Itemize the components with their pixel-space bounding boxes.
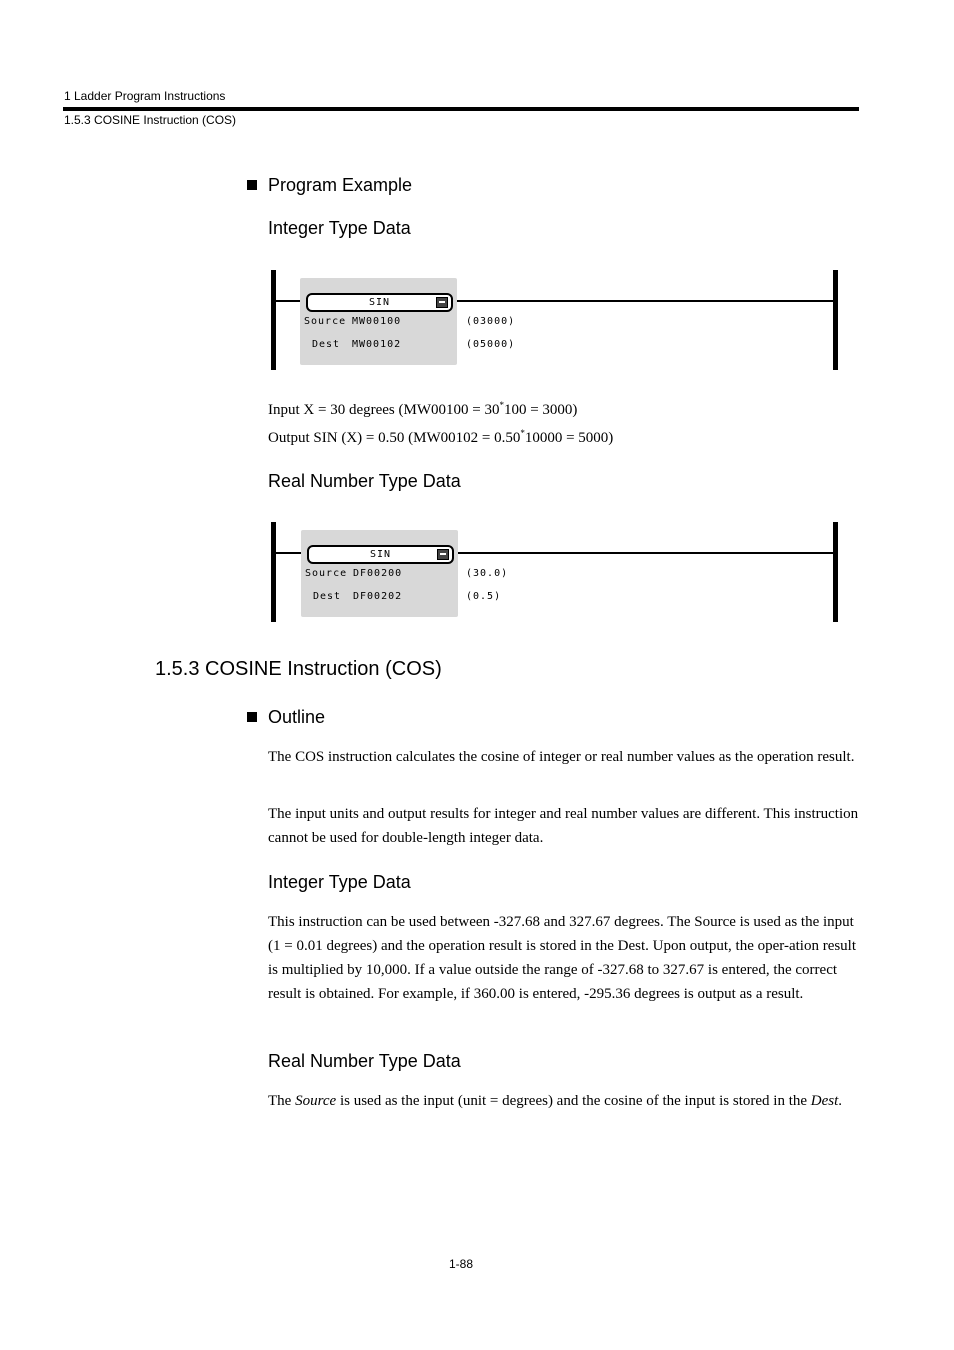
square-bullet-icon bbox=[247, 180, 257, 190]
cos-real-heading: Real Number Type Data bbox=[268, 1051, 461, 1071]
source-label: Source bbox=[304, 316, 347, 327]
real-type-heading: Real Number Type Data bbox=[268, 471, 461, 491]
source-value: (03000) bbox=[466, 316, 516, 327]
real-para-source: Source bbox=[295, 1093, 337, 1109]
opcode-label: SIN bbox=[368, 297, 391, 308]
real-para-part3: . bbox=[838, 1093, 843, 1109]
ladder-diagram-real bbox=[270, 522, 842, 626]
cos-real-paragraph bbox=[268, 1089, 860, 1113]
square-bullet-icon bbox=[247, 712, 257, 722]
block-menu-icon bbox=[436, 297, 448, 308]
program-example-heading-text: Program Example bbox=[268, 175, 413, 195]
real-para-part1: The bbox=[268, 1093, 296, 1109]
input-line-part2: 100 = 3000) bbox=[503, 402, 578, 418]
dest-label: Dest bbox=[313, 591, 342, 602]
page-number: 1-88 bbox=[449, 1257, 474, 1271]
block-menu-icon bbox=[437, 549, 449, 560]
section-title: 1.5.3 COSINE Instruction (COS) bbox=[155, 658, 442, 680]
dest-value: (05000) bbox=[466, 339, 516, 350]
right-power-rail bbox=[833, 270, 838, 370]
opcode-box bbox=[306, 293, 453, 312]
source-label: Source bbox=[305, 568, 348, 579]
running-header-chapter: 1 Ladder Program Instructions bbox=[64, 89, 226, 103]
real-para-dest: Dest bbox=[810, 1093, 839, 1109]
outline-paragraph-2: The input units and output results for integer and real number values are different. This instruction cannot be used for double-length integer data. bbox=[268, 806, 859, 846]
cos-integer-heading: Integer Type Data bbox=[268, 872, 411, 892]
integer-type-heading: Integer Type Data bbox=[268, 218, 411, 238]
source-value: (30.0) bbox=[466, 568, 509, 579]
multiply-star: * bbox=[520, 428, 525, 438]
right-power-rail bbox=[833, 522, 838, 622]
example-input-line bbox=[268, 398, 860, 422]
source-register: MW00100 bbox=[352, 316, 402, 327]
outline-heading bbox=[247, 707, 325, 728]
output-line-part2: 10000 = 5000) bbox=[524, 430, 614, 446]
output-line-part1: Output SIN (X) = 0.50 (MW00102 = 0.50 bbox=[268, 430, 521, 446]
cos-integer-paragraph: This instruction can be used between -327.68 and 327.67 degrees. The Source is used as the input (1 = 0.01 degrees) and the operation result is stored in the Dest. Upon output, the oper-ation result is multiplied by 10,000. If a value outside the range of -327.68 to 327.67 is entered, the correct result is obtained. For example, if 360.00 is entered, -295.36 degrees is output as a result. bbox=[268, 914, 857, 1002]
header-rule bbox=[63, 107, 859, 111]
example-output-line bbox=[268, 426, 860, 450]
ladder-diagram-integer bbox=[270, 270, 842, 374]
multiply-star: * bbox=[499, 400, 504, 410]
running-header-section: 1.5.3 COSINE Instruction (COS) bbox=[64, 113, 237, 127]
left-power-rail bbox=[271, 522, 276, 622]
dest-label: Dest bbox=[312, 339, 341, 350]
instruction-block bbox=[301, 530, 458, 617]
left-power-rail bbox=[271, 270, 276, 370]
source-register: DF00200 bbox=[353, 568, 403, 579]
dest-value: (0.5) bbox=[466, 591, 502, 602]
real-para-part2: is used as the input (unit = degrees) and the cosine of the input is stored in the bbox=[336, 1093, 811, 1109]
instruction-block bbox=[300, 278, 457, 365]
input-line-part1: Input X = 30 degrees (MW00100 = 30 bbox=[268, 402, 500, 418]
opcode-label: SIN bbox=[369, 549, 392, 560]
outline-heading-text: Outline bbox=[268, 707, 326, 727]
opcode-box bbox=[307, 545, 454, 564]
outline-paragraph-1: The COS instruction calculates the cosine of integer or real number values as the operation result. bbox=[268, 749, 855, 765]
dest-register: MW00102 bbox=[352, 339, 402, 350]
program-example-heading bbox=[247, 175, 412, 196]
dest-register: DF00202 bbox=[353, 591, 403, 602]
